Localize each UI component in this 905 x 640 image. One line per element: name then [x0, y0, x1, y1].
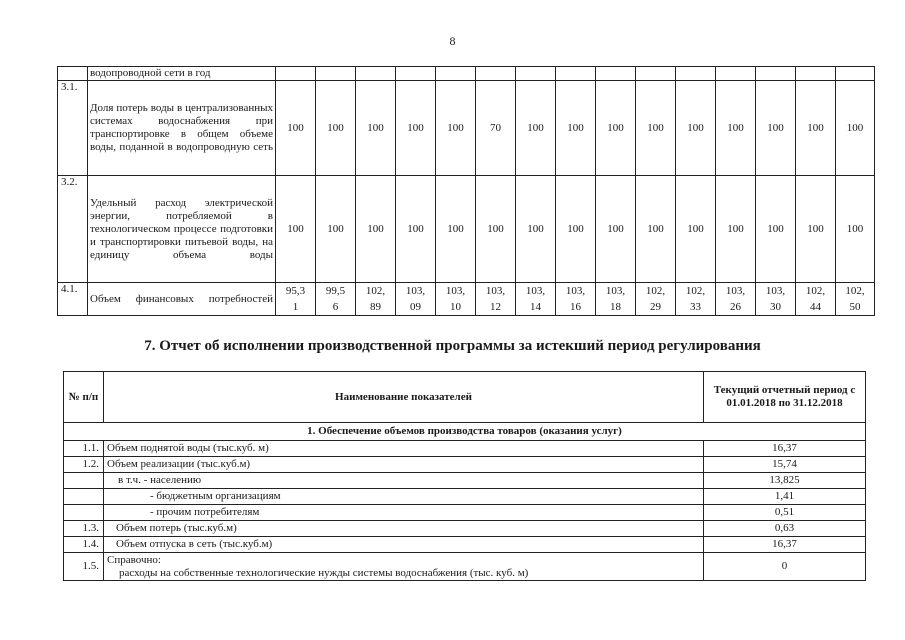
indicators-continuation-table — [57, 66, 875, 316]
value-part: 89 — [370, 301, 381, 313]
value-cell: 100 — [276, 176, 316, 283]
table-header-row — [64, 372, 866, 423]
value-part: 95,3 — [285, 285, 306, 297]
section-header-row — [64, 423, 866, 441]
row-number: 1.5. — [64, 553, 104, 581]
row-number: 4.1. — [58, 283, 88, 316]
value-part: 16 — [570, 301, 581, 313]
row-name: Объем поднятой воды (тыс.куб. м) — [104, 441, 704, 457]
value-cell: 100 — [716, 176, 756, 283]
table-row — [64, 457, 866, 473]
value-cell: 100 — [596, 81, 636, 176]
value-part: 103, — [445, 285, 466, 297]
table-row — [58, 176, 875, 283]
value-cell: 100 — [716, 81, 756, 176]
value-cell: 100 — [516, 176, 556, 283]
table-row — [64, 473, 866, 489]
value-cell: 100 — [796, 81, 836, 176]
value-cell: 100 — [676, 81, 716, 176]
value-cell — [716, 283, 756, 316]
row-number: 3.2. — [58, 176, 88, 283]
value-cell: 100 — [636, 81, 676, 176]
value-part: 103, — [485, 285, 506, 297]
table-row — [64, 505, 866, 521]
row-number: 1.3. — [64, 521, 104, 537]
value-cell: 15,74 — [704, 457, 866, 473]
value-cell — [756, 283, 796, 316]
row-name: Объем отпуска в сеть (тыс.куб.м) — [104, 537, 704, 553]
value-cell — [596, 283, 636, 316]
value-cell: 0,51 — [704, 505, 866, 521]
value-cell — [436, 283, 476, 316]
value-part: 1 — [292, 301, 299, 313]
value-cell: 100 — [316, 81, 356, 176]
row-name-line: расходы на собственные технологические нужды системы водоснабжения (тыс. куб. м) — [119, 566, 529, 579]
value-cell: 0,63 — [704, 521, 866, 537]
value-part: 103, — [525, 285, 546, 297]
value-cell — [636, 283, 676, 316]
value-cell — [556, 283, 596, 316]
value-cell: 100 — [636, 176, 676, 283]
value-cell: 100 — [476, 176, 516, 283]
row-name: водопроводной сети в год — [88, 67, 276, 81]
row-number: 1.4. — [64, 537, 104, 553]
value-cell: 13,825 — [704, 473, 866, 489]
row-number — [64, 489, 104, 505]
column-header-name: Наименование показателей — [104, 372, 704, 423]
value-part: 102, — [805, 285, 826, 297]
value-part: 102, — [645, 285, 666, 297]
value-cell — [836, 283, 875, 316]
value-cell: 100 — [556, 176, 596, 283]
table-row — [64, 537, 866, 553]
value-cell — [476, 283, 516, 316]
value-cell: 100 — [276, 81, 316, 176]
value-cell: 0 — [704, 553, 866, 581]
value-part: 103, — [765, 285, 786, 297]
value-cell: 16,37 — [704, 537, 866, 553]
value-cell — [796, 283, 836, 316]
value-cell: 70 — [476, 81, 516, 176]
value-part: 09 — [410, 301, 421, 313]
value-part: 26 — [730, 301, 741, 313]
value-cell: 100 — [836, 81, 875, 176]
value-cell: 100 — [436, 176, 476, 283]
value-part: 102, — [685, 285, 706, 297]
value-part: 103, — [605, 285, 626, 297]
column-header-num: № п/п — [64, 372, 104, 423]
value-part: 33 — [690, 301, 701, 313]
row-name: Удельный расход электрической энергии, потребляемой в технологическом процессе подготовки и транспортировки питьевой воды, на единицу объема воды — [88, 176, 276, 283]
value-cell: 100 — [396, 176, 436, 283]
value-cell — [356, 283, 396, 316]
row-name: Объем реализации (тыс.куб.м) — [104, 457, 704, 473]
row-name: - прочим потребителям — [104, 505, 704, 521]
value-part: 6 — [332, 301, 339, 313]
row-name — [104, 553, 704, 581]
value-cell — [396, 283, 436, 316]
row-name: - бюджетным организациям — [104, 489, 704, 505]
table-row — [64, 553, 866, 581]
value-cell: 100 — [436, 81, 476, 176]
value-part: 29 — [650, 301, 661, 313]
value-part: 10 — [450, 301, 461, 313]
row-number: 3.1. — [58, 81, 88, 176]
value-part: 44 — [810, 301, 821, 313]
value-cell — [676, 283, 716, 316]
value-cell: 100 — [596, 176, 636, 283]
value-cell: 100 — [316, 176, 356, 283]
table-row — [58, 81, 875, 176]
row-name: Объем финансовых потребностей — [88, 283, 276, 316]
value-part: 14 — [530, 301, 541, 313]
value-cell — [516, 283, 556, 316]
value-cell: 100 — [356, 81, 396, 176]
table-row — [64, 489, 866, 505]
row-number: 1.1. — [64, 441, 104, 457]
value-cell: 100 — [556, 81, 596, 176]
value-cell: 1,41 — [704, 489, 866, 505]
value-cell: 100 — [356, 176, 396, 283]
value-part: 103, — [725, 285, 746, 297]
value-cell: 100 — [796, 176, 836, 283]
row-name-line: Справочно: — [107, 553, 161, 566]
value-cell: 16,37 — [704, 441, 866, 457]
value-part: 103, — [405, 285, 426, 297]
value-part: 50 — [849, 301, 861, 313]
row-name: в т.ч. - населению — [104, 473, 704, 489]
table-row — [64, 441, 866, 457]
value-part: 103, — [565, 285, 586, 297]
value-part: 102, — [845, 285, 865, 297]
value-cell: 100 — [676, 176, 716, 283]
value-cell: 100 — [396, 81, 436, 176]
value-part: 99,5 — [325, 285, 346, 297]
table-row — [58, 283, 875, 316]
value-part: 30 — [770, 301, 781, 313]
row-name: Доля потерь воды в централизованных системах водоснабжения при транспортировке в общем объеме воды, поданной в водопроводную сеть — [88, 81, 276, 176]
value-cell: 100 — [756, 176, 796, 283]
table-row — [58, 67, 875, 81]
row-number: 1.2. — [64, 457, 104, 473]
report-table — [63, 371, 866, 581]
value-cell — [276, 283, 316, 316]
table-row — [64, 521, 866, 537]
row-number — [64, 505, 104, 521]
value-part: 102, — [365, 285, 386, 297]
section-header: 1. Обеспечение объемов производства товаров (оказания услуг) — [64, 423, 866, 441]
value-cell: 100 — [516, 81, 556, 176]
column-header-period: Текущий отчетный период с 01.01.2018 по 31.12.2018 — [704, 372, 866, 423]
page-number: 8 — [449, 34, 456, 48]
value-cell — [316, 283, 356, 316]
row-number — [64, 473, 104, 489]
value-part: 18 — [610, 301, 621, 313]
row-name: Объем потерь (тыс.куб.м) — [104, 521, 704, 537]
value-cell: 100 — [756, 81, 796, 176]
section-title: 7. Отчет об исполнении производственной программы за истекший период регулирования — [144, 338, 761, 354]
value-cell: 100 — [836, 176, 875, 283]
value-part: 12 — [490, 301, 501, 313]
